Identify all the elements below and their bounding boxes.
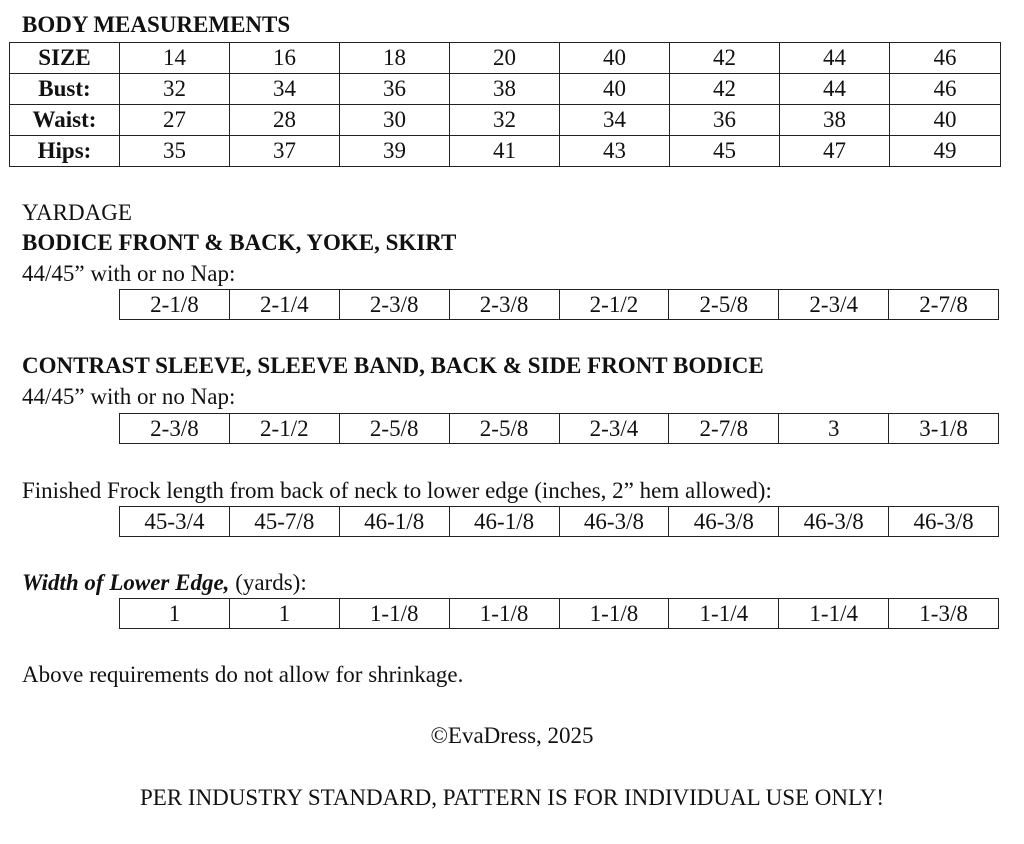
table-cell: 1-1/4	[779, 599, 889, 629]
row-label: Hips:	[10, 136, 120, 167]
table-cell: 46-3/8	[559, 507, 669, 537]
row-label: SIZE	[10, 43, 120, 74]
license-notice: PER INDUSTRY STANDARD, PATTERN IS FOR INDIVIDUAL USE ONLY!	[139, 785, 885, 810]
table-cell: 42	[670, 43, 780, 74]
table-cell: 28	[230, 105, 340, 136]
table-cell: 20	[450, 43, 560, 74]
table-cell: 2-1/2	[559, 290, 669, 320]
table-row	[120, 290, 999, 320]
table-cell: 36	[670, 105, 780, 136]
section-bodice-title: BODICE FRONT & BACK, YOKE, SKIRT	[22, 230, 457, 255]
table-cell: 46	[890, 43, 1001, 74]
finished-length-table	[119, 506, 999, 537]
lower-edge-label-bold: Width of Lower Edge,	[22, 570, 230, 595]
table-cell: 1	[120, 599, 230, 629]
table-cell: 2-7/8	[889, 290, 999, 320]
table-cell: 34	[560, 105, 670, 136]
lower-edge-label-rest: (yards):	[229, 570, 307, 595]
section-contrast-title: CONTRAST SLEEVE, SLEEVE BAND, BACK & SIDE FRONT BODICE	[22, 353, 764, 378]
table-cell: 2-5/8	[449, 414, 559, 444]
table-cell: 44	[780, 74, 890, 105]
body-measurements-table	[9, 42, 1001, 167]
table-cell: 1-1/4	[669, 599, 779, 629]
table-cell: 35	[120, 136, 230, 167]
table-cell: 3-1/8	[889, 414, 999, 444]
table-cell: 2-5/8	[669, 290, 779, 320]
lower-edge-label	[22, 570, 307, 596]
bodice-yardage-table	[119, 289, 999, 320]
table-cell: 46-3/8	[669, 507, 779, 537]
table-cell: 46-1/8	[449, 507, 559, 537]
table-cell: 46	[890, 74, 1001, 105]
finished-length-label: Finished Frock length from back of neck to lower edge (inches, 2” hem allowed):	[22, 478, 772, 503]
table-cell: 36	[340, 74, 450, 105]
table-cell: 47	[780, 136, 890, 167]
contrast-yardage-table	[119, 413, 999, 444]
table-cell: 18	[340, 43, 450, 74]
section-bodice-fabric-label: 44/45” with or no Nap:	[22, 261, 236, 286]
table-cell: 2-5/8	[339, 414, 449, 444]
table-cell: 34	[230, 74, 340, 105]
table-cell: 46-1/8	[339, 507, 449, 537]
row-label: Bust:	[10, 74, 120, 105]
table-cell: 40	[890, 105, 1001, 136]
table-row	[10, 43, 1001, 74]
table-row	[120, 414, 999, 444]
table-cell: 16	[230, 43, 340, 74]
table-cell: 44	[780, 43, 890, 74]
table-cell: 49	[890, 136, 1001, 167]
table-cell: 45	[670, 136, 780, 167]
table-cell: 42	[670, 74, 780, 105]
table-cell: 40	[560, 43, 670, 74]
table-cell: 1	[229, 599, 339, 629]
body-measurements-title: BODY MEASUREMENTS	[22, 12, 291, 37]
table-cell: 46-3/8	[889, 507, 999, 537]
table-cell: 38	[780, 105, 890, 136]
table-cell: 2-1/8	[120, 290, 230, 320]
table-cell: 38	[450, 74, 560, 105]
table-cell: 2-3/4	[559, 414, 669, 444]
table-cell: 1-1/8	[339, 599, 449, 629]
table-cell: 2-3/8	[339, 290, 449, 320]
table-cell: 32	[120, 74, 230, 105]
table-cell: 46-3/8	[779, 507, 889, 537]
table-row	[10, 74, 1001, 105]
table-cell: 2-3/4	[779, 290, 889, 320]
table-cell: 45-3/4	[120, 507, 230, 537]
table-cell: 39	[340, 136, 450, 167]
table-cell: 2-3/8	[120, 414, 230, 444]
table-cell: 45-7/8	[229, 507, 339, 537]
section-contrast-fabric-label: 44/45” with or no Nap:	[22, 384, 236, 409]
table-cell: 2-1/4	[229, 290, 339, 320]
table-row	[10, 105, 1001, 136]
table-cell: 32	[450, 105, 560, 136]
table-cell: 3	[779, 414, 889, 444]
lower-edge-table	[119, 598, 999, 629]
table-cell: 2-1/2	[229, 414, 339, 444]
shrinkage-note: Above requirements do not allow for shrinkage.	[22, 662, 464, 687]
row-label: Waist:	[10, 105, 120, 136]
table-cell: 2-7/8	[669, 414, 779, 444]
table-cell: 2-3/8	[449, 290, 559, 320]
table-cell: 43	[560, 136, 670, 167]
table-cell: 41	[450, 136, 560, 167]
yardage-heading: YARDAGE	[22, 200, 132, 225]
table-cell: 1-3/8	[889, 599, 999, 629]
table-cell: 1-1/8	[559, 599, 669, 629]
table-row	[120, 599, 999, 629]
table-cell: 14	[120, 43, 230, 74]
table-cell: 37	[230, 136, 340, 167]
table-row	[120, 507, 999, 537]
table-cell: 27	[120, 105, 230, 136]
table-cell: 1-1/8	[449, 599, 559, 629]
table-row	[10, 136, 1001, 167]
copyright-notice: ©EvaDress, 2025	[430, 723, 594, 748]
table-cell: 30	[340, 105, 450, 136]
table-cell: 40	[560, 74, 670, 105]
